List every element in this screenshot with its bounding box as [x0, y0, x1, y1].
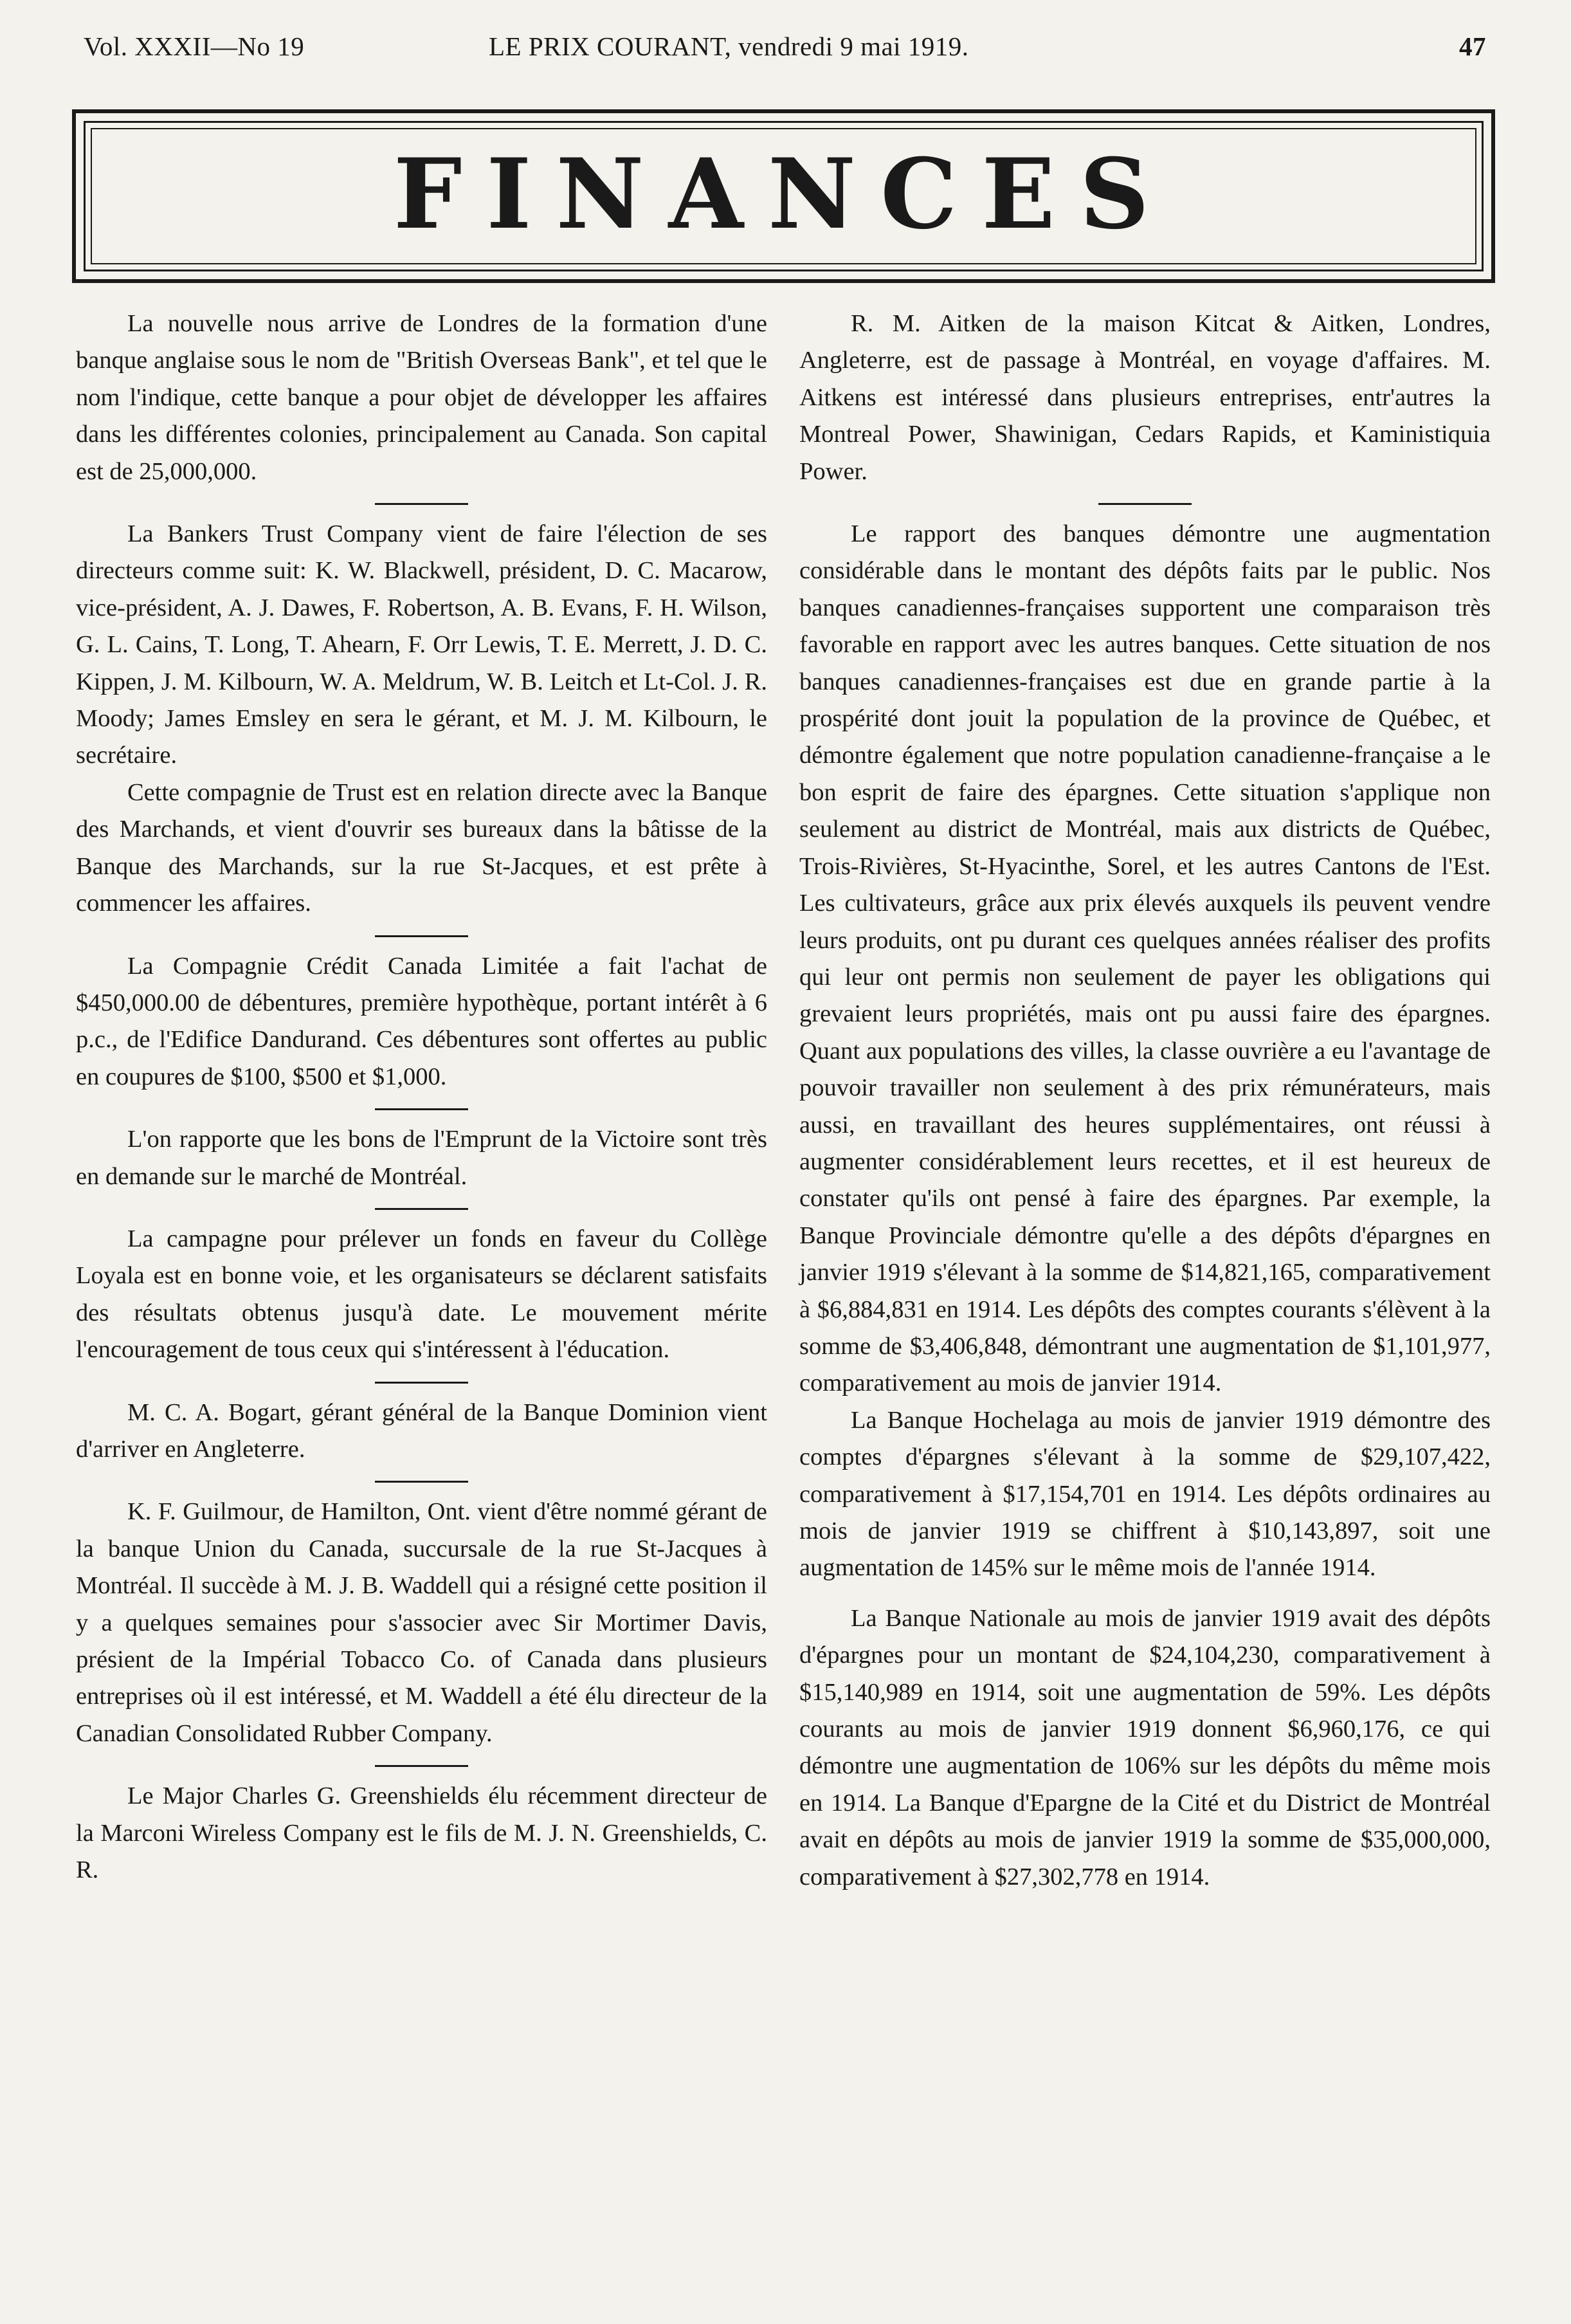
article-banque-nationale: La Banque Nationale au mois de janvier 1919 avait des dépôts d'épargnes pour un montant de $24,104,230, comparativement à $15,140,989 en 1914, soit une augmentation de 59%. Les dépôts courants au mois de janvier 1919 donnent $6,960,176, ce qui démontre une augmentation de 106% sur les dépôts du même mois en 1914. La Banque d'Epargne de la Cité et du District de Montréal avait en dépôts au mois de janvier 1919 la somme de $35,000,000, comparativement à $27,302,778 en 1914.: [799, 1604, 1491, 1890]
separator-rule: [375, 503, 468, 505]
article-bankers-trust-directors: La Bankers Trust Company vient de faire l'élection de ses directeurs comme suit: K. W. Blackwell, président, D. C. Macarow, vice-président, A. J. Dawes, F. Robertson, A. B. Evans, F. H. Wilson, G. L. Cains, T. Long, T. Ahearn, F. Orr Lewis, T. E. Merrett, J. D. C. Kippen, J. M. Kilbourn, W. A. Meldrum, W. B. Leitch et Lt-Col. J. R. Moody; James Emsley en sera le gérant, et M. J. M. Kilbourn, le secrétaire.: [76, 520, 767, 769]
separator-rule: [375, 1481, 468, 1483]
running-header: [77, 31, 1494, 76]
paragraph-gap: [799, 1587, 1491, 1600]
article-bank-deposits-report: Le rapport des banques démontre une augmentation considérable dans le montant des dépôts faits par le public. Nos banques canadiennes-françaises supportent une comparaison très favorable en rapport avec les autres banques. Cette situation de nos banques canadiennes-françaises est due en grande partie à la prospérité dont jouit la population de la province de Québec, et démontre également que notre population canadienne-française a le bon esprit de faire des épargnes. Cette situation s'applique non seulement au district de Montréal, mais aux districts de Québec, Trois-Rivières, St-Hyacinthe, Sorel, et les autres Cantons de l'Est. Les cultivateurs, grâce aux prix élevés auxquels ils peuvent vendre leurs produits, ont pu durant ces quelques années réaliser des profits qui leur ont permis non seulement de payer les obligations qui grevaient leurs propriétés, mais ont pu aussi faire des épargnes. Quant aux populations des villes, la classe ouvrière a eu l'avantage de pouvoir travailler non seulement à des prix rémunérateurs, mais aussi, en travaillant des heures supplémentaires, ont réussi à augmenter considérablement leurs recettes, et il est heureux de constater qu'ils ont pensé à faire des épargnes. Par exemple, la Banque Provinciale démontre qu'elle a des dépôts d'épargnes en janvier 1919 s'élevant à la somme de $14,821,165, comparativement à $6,884,831 en 1914. Les dépôts des comptes courants s'élèvent à la somme de $3,406,848, démontrant une augmentation de $1,101,977, comparativement au mois de janvier 1914.: [799, 520, 1491, 1397]
article-greenshields: Le Major Charles G. Greenshields élu récemment directeur de la Marconi Wireless Company est le fils de M. J. N. Greenshields, C. R.: [76, 1782, 767, 1884]
article-bogart: M. C. A. Bogart, gérant général de la Banque Dominion vient d'arriver en Angleterre.: [76, 1398, 767, 1463]
volume-number: Vol. XXXII—No 19: [84, 32, 305, 61]
separator-rule: [375, 1765, 468, 1767]
left-column: [76, 306, 767, 1889]
article-aitken: R. M. Aitken de la maison Kitcat & Aitken, Londres, Angleterre, est de passage à Montréal, en voyage d'affaires. M. Aitkens est intéressé dans plusieurs entreprises, entr'autres la Montreal Power, Shawinigan, Cedars Rapids, et Kaministiquia Power.: [799, 310, 1491, 485]
article-victory-loan: L'on rapporte que les bons de l'Emprunt de la Victoire sont très en demande sur le marché de Montréal.: [76, 1126, 767, 1190]
publication-date: LE PRIX COURANT, vendredi 9 mai 1919.: [489, 32, 969, 61]
separator-rule: [375, 1108, 468, 1110]
separator-rule: [1098, 503, 1192, 505]
article-guilmour: K. F. Guilmour, de Hamilton, Ont. vient d'être nommé gérant de la banque Union du Canada, succursale de la rue St-Jacques à Montréal. Il succède à M. J. B. Waddell qui a résigné cette position il y a quelques semaines pour s'associer avec Sir Mortimer Davis, présient de la Impérial Tobacco Co. of Canada dans plusieurs entreprises où il est intéressé, et M. Waddell a été élu directeur de la Canadian Consolidated Rubber Company.: [76, 1498, 767, 1747]
separator-rule: [375, 1208, 468, 1210]
article-banque-hochelaga: La Banque Hochelaga au mois de janvier 1919 démontre des comptes d'épargnes s'élevant à la somme de $29,107,422, comparativement à $17,154,701 en 1914. Les dépôts ordinaires au mois de janvier 1919 se chiffrent à $10,143,897, soit une augmentation de 145% sur le même mois de l'année 1914.: [799, 1406, 1491, 1582]
article-college-loyola: La campagne pour prélever un fonds en faveur du Collège Loyala est en bonne voie, et les organisateurs se déclarent satisfaits des résultats obtenus jusqu'à date. Le mouvement mérite l'encouragement de tous ceux qui s'intéressent à l'éducation.: [76, 1225, 767, 1364]
section-title: FINANCES: [393, 138, 1174, 251]
separator-rule: [375, 935, 468, 937]
article-british-overseas-bank: La nouvelle nous arrive de Londres de la formation d'une banque anglaise sous le nom de "British Overseas Bank", et tel que le nom l'indique, cette banque a pour objet de développer les affaires dans les différentes colonies, principalement au Canada. Son capital est de 25,000,000.: [76, 310, 767, 485]
article-bankers-trust-office: Cette compagnie de Trust est en relation directe avec la Banque des Marchands, et vient d'ouvrir ses bureaux dans la bâtisse de la Banque des Marchands, sur la rue St-Jacques, et est prête à commencer les affaires.: [76, 778, 767, 917]
article-credit-canada: La Compagnie Crédit Canada Limitée a fait l'achat de $450,000.00 de débentures, première hypothèque, portant intérêt à 6 p.c., de l'Edifice Dandurand. Ces débentures sont offertes au public en coupures de $100, $500 et $1,000.: [76, 952, 767, 1090]
right-column: [799, 306, 1491, 1896]
page-number: 47: [1459, 32, 1486, 61]
title-frame: [72, 109, 1495, 283]
separator-rule: [375, 1382, 468, 1384]
